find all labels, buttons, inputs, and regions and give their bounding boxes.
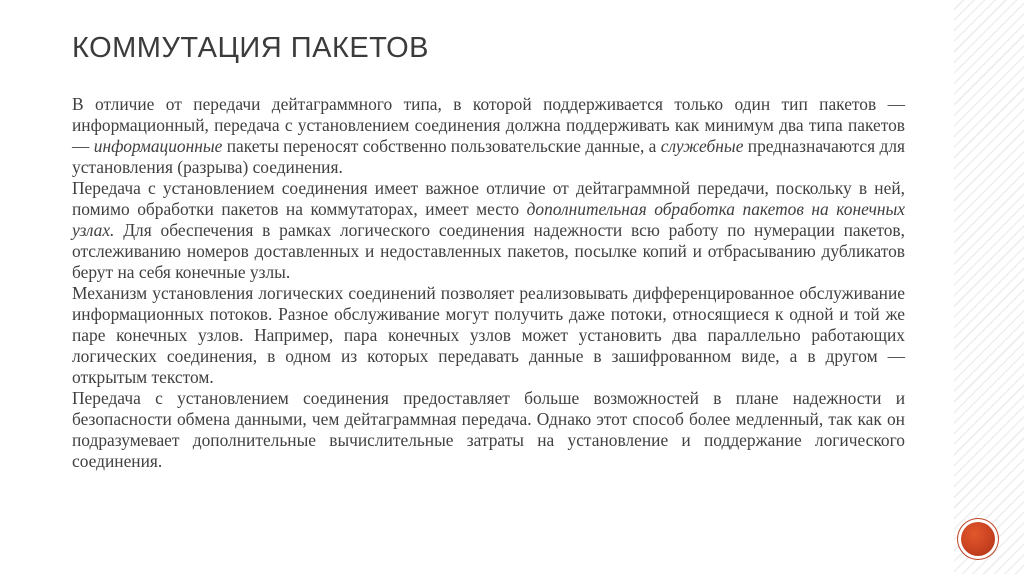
- paragraph-2: [72, 178, 905, 283]
- paragraph-3: [72, 283, 905, 388]
- text-run: Передача с установлением соединения предоставляет больше возможностей в плане надежности и безопасности обмена данными, чем дейтаграммная передача. Однако этот способ более медленный, так как он подразумевает дополнительные вычислительные затраты на установление и поддержание логического соединения.: [72, 388, 905, 471]
- text-run: Для обеспечения в рамках логического соединения надежности всю работу по нумерации пакетов, отслеживанию номеров доставленных и недоставленных пакетов, посылке копий и отбрасыванию дубликатов берут на себя конечные узлы.: [72, 220, 905, 282]
- paragraph-4: [72, 388, 905, 472]
- text-run: В отличие от передачи дейтаграммного типа, в которой поддерживается только один тип пакетов — информационный, передача с установлением соединения должна поддерживать как минимум два типа пакетов —: [72, 94, 905, 156]
- italic-term: дополнительная обработка пакетов на конечных узлах.: [72, 199, 905, 240]
- paragraph-1: [72, 94, 905, 178]
- italic-term: служебные: [660, 136, 744, 156]
- text-run: пакеты переносят собственно пользовательские данные, а: [222, 136, 661, 156]
- slide-number-badge: [958, 519, 998, 559]
- decorative-stripes: [954, 0, 1024, 574]
- slide-title: КОММУТАЦИЯ ПАКЕТОВ: [72, 32, 429, 64]
- text-run: Передача с установлением соединения имеет важное отличие от дейтаграммной передачи, поскольку в ней, помимо обработки пакетов на коммутаторах, имеет место: [72, 178, 905, 219]
- text-run: предназначаются для установления (разрыва) соединения.: [72, 136, 905, 177]
- slide-body: [72, 94, 905, 472]
- text-run: Механизм установления логических соединений позволяет реализовывать дифференцированное обслуживание информационных потоков. Разное обслуживание могут получить даже потоки, относящиеся к одной и той же паре конечных узлов. Например, пара конечных узлов может установить два параллельно работающих логических соединения, в одном из которых передавать данные в зашифрованном виде, а в другом — открытым текстом.: [72, 283, 905, 387]
- italic-term: информационные: [93, 136, 223, 156]
- badge-circle-icon: [961, 522, 995, 556]
